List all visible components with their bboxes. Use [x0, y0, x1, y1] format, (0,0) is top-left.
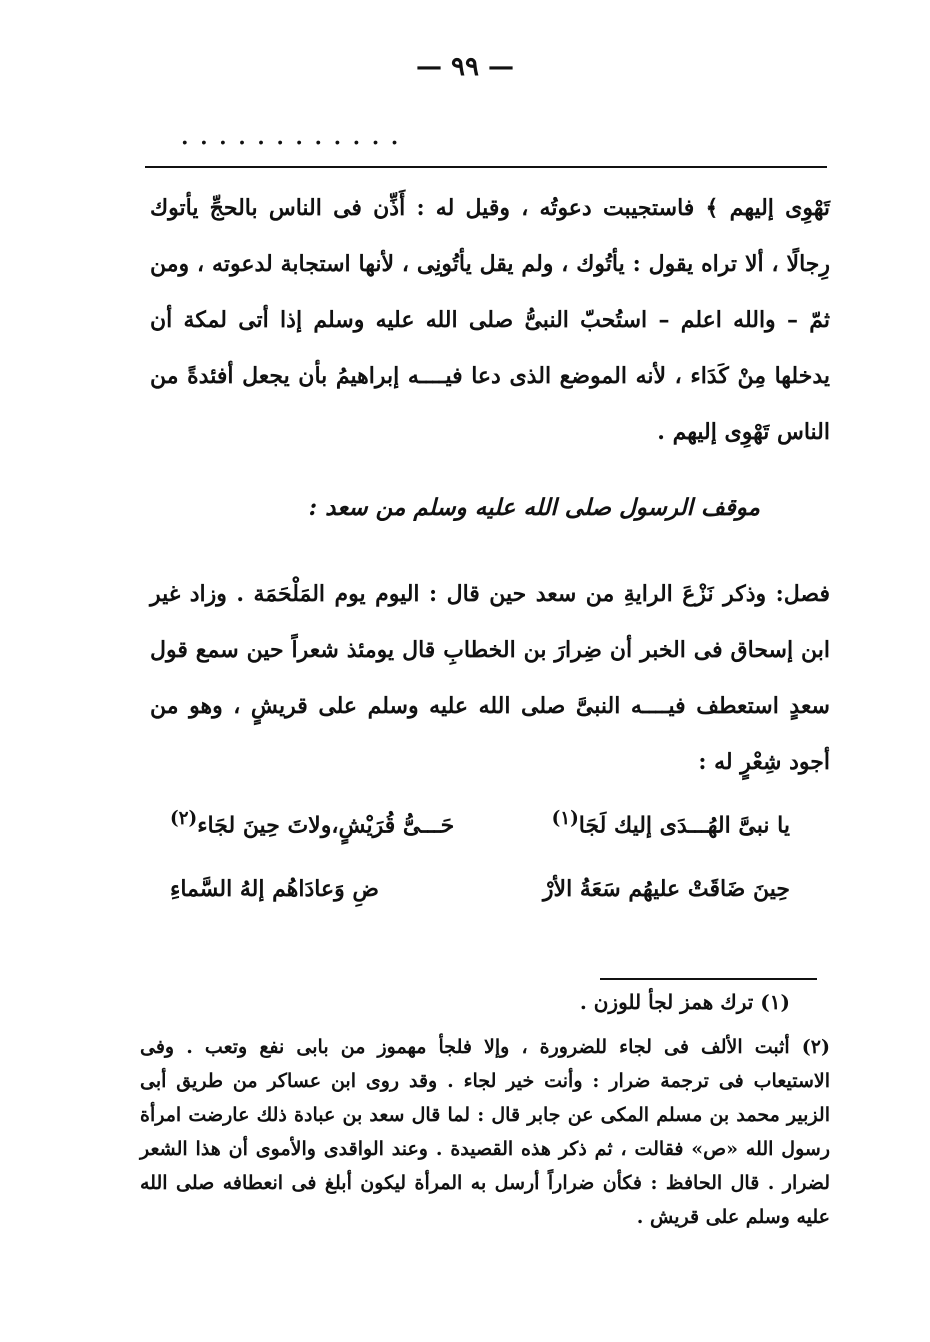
verse-line-2	[170, 876, 790, 902]
separator-dots: . . . . . . . . . . . .	[180, 117, 400, 152]
verse-2-hemistich-b: ضِ وَعادَاهُم إلهُ السَّماءِ	[170, 876, 379, 902]
paragraph-2: فصل: وذكر نَزْعَ الرايةِ من سعد حين قال : اليوم يوم المَلْحَمَة . وزاد غير ابن إسحاق فى الخبر أن ضِرارَ بن الخطابِ قال يومئذ شعراً حين سمع قول سعدٍ استعطف فيــــه النبىَّ صلى الله عليه وسلم على قريشٍ ، وهو من أجود شِعْرٍ له :	[150, 581, 830, 775]
verse-1-hemistich-a: يا نبىَّ الهُـــدَى إليك لَجَا$^{(١)}$	[551, 808, 790, 839]
section-heading: موقف الرسول صلى الله عليه وسلم من سعد :	[308, 494, 760, 521]
paragraph-1: تَهْوِى إليهم ﴾ فاستجيبت دعوتُه ، وقيل له : أَذِّن فى الناس بالحجِّ يأتوك رِجالًا ، ألا تراه يقول : يأتُوك ، ولم يقل يأتُونِى ، لأنها استجابة لدعوته ، ومن ثمّ – والله اعلم – استُحبّ النبىُّ صلى الله عليه وسلم إذا أتى لمكة أن يدخلها مِنْ كَدَاء ، لأنه الموضع الذى دعا فيــــه إبراهيمُ بأن يجعل أفئدةً من الناس تَهْوِى إليهم .	[150, 195, 830, 445]
footnote-rule	[600, 978, 817, 980]
footnote-1: (١) ترك همز لجأ للوزن .	[579, 990, 790, 1014]
footnote-2: (٢) أثبت الألف فى لجاء للضرورة ، وإلا فلجأ مهموز من بابى نفع وتعب . وفى الاستيعاب فى ترجمة ضرار : وأنت خير لجاء . وقد روى ابن عساكر من طريق أبى الزبير محمد بن مسلم المكى عن جابر قال : لما قال سعد بن عبادة ذلك عارضت امرأة رسول الله «ص» فقالت ، ثم ذكر هذه القصيدة . وعند الواقدى والأموى أن هذا الشعر لضرار . قال الحافظ : فكأن ضراراً أرسل به المرأة ليكون أبلغ فى انعطافه صلى الله عليه وسلم على قريش .	[140, 1036, 830, 1228]
header-rule	[145, 166, 827, 168]
verse-1-hemistich-b: حَـــىُّ قُرَيْشٍ،ولاتَ حِينَ لجَاء$^{(٢)}$	[170, 808, 455, 839]
page-number: — ٩٩ —	[415, 52, 515, 82]
verse-line-1	[170, 808, 790, 838]
verse-2-hemistich-a: حِينَ ضَاقَتْ عليهُم سَعَةُ الأرْ	[542, 876, 790, 902]
